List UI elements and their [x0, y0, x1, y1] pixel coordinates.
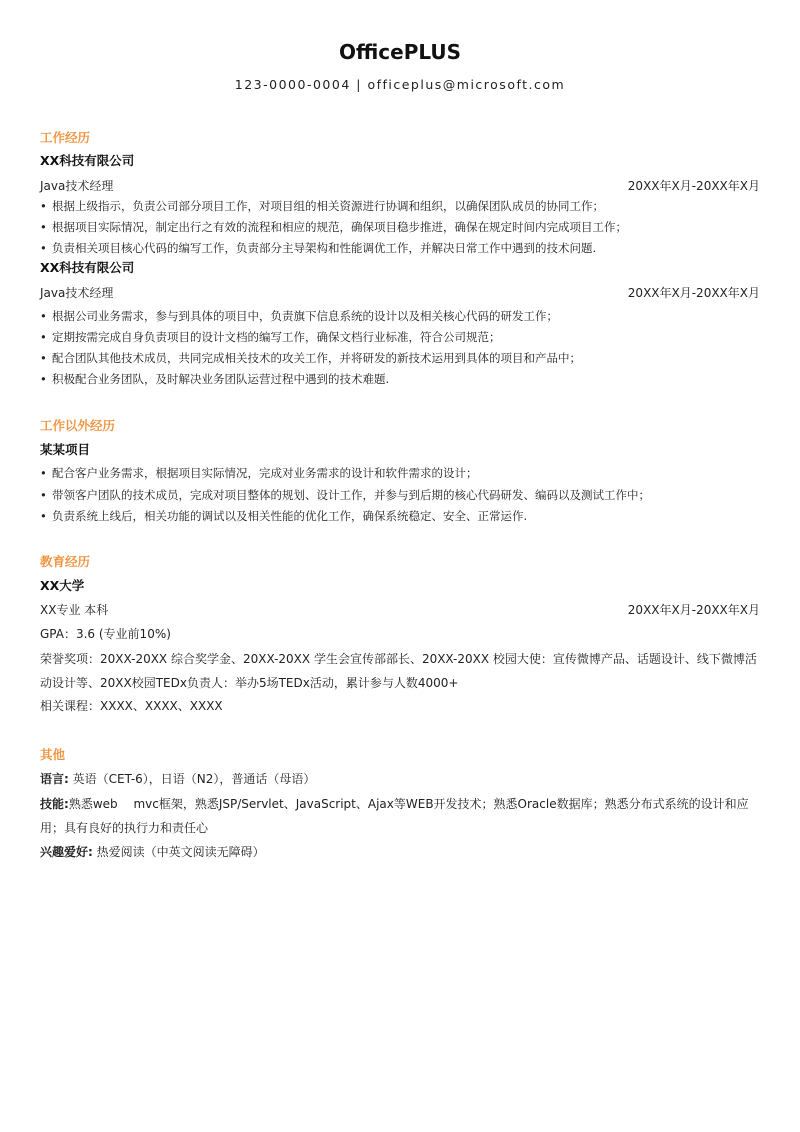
bullet-icon: • — [40, 220, 47, 234]
language-row — [40, 769, 760, 789]
honors: 荣誉奖项：20XX-20XX 综合奖学金、20XX-20XX 学生会宣传部部长、20XX-20XX 校园大使：宣传微博产品、话题设计、线下微博活动设计等、20XX校园TEDx负责人：举办5场TEDx活动，累计参与人数4000+ — [40, 652, 757, 690]
job-role: Java技术经理 — [40, 286, 114, 300]
section-title-work: 工作经历 — [40, 130, 91, 145]
bullet-icon: • — [40, 509, 47, 523]
bullet-icon: • — [40, 351, 47, 365]
bullet-icon: • — [40, 309, 47, 323]
education-date: 20XX年X月-20XX年X月 — [627, 603, 760, 617]
gpa: GPA：3.6 (专业前10%) — [40, 627, 171, 641]
skills-value: 熟悉web mvc框架，熟悉JSP/Servlet、JavaScript、Ajax等WEB开发技术；熟悉Oracle数据库；熟悉分布式系统的设计和应用；具有良好的执行力和责任心 — [40, 797, 749, 835]
list-item: • 根据项目实际情况，制定出行之有效的流程和相应的规范，确保项目稳步推进，确保在规定时间内完成项目工作； — [40, 217, 760, 237]
section-title-extra: 工作以外经历 — [40, 418, 116, 433]
language-value: 英语（CET-6），日语（N2），普通话（母语） — [72, 772, 316, 786]
list-item: • 根据公司业务需求，参与到具体的项目中，负责旗下信息系统的设计以及相关核心代码的研发工作； — [40, 306, 760, 326]
skills-row — [40, 792, 760, 840]
list-item: • 根据上级指示，负责公司部分项目工作，对项目组的相关资源进行协调和组织，以确保团队成员的协同工作； — [40, 196, 760, 216]
list-item: • 负责相关项目核心代码的编写工作，负责部分主导架构和性能调优工作，并解决日常工作中遇到的技术问题. — [40, 238, 760, 258]
bullet-icon: • — [40, 330, 47, 344]
list-item: • 配合团队其他技术成员，共同完成相关技术的攻关工作，并将研发的新技术运用到具体的项目和产品中； — [40, 348, 760, 368]
hobby-value: 热爱阅读（中英文阅读无障碍） — [96, 845, 265, 859]
school-name: XX大学 — [40, 578, 85, 593]
list-item: • 配合客户业务需求，根据项目实际情况，完成对业务需求的设计和软件需求的设计； — [40, 463, 760, 483]
list-item: • 带领客户团队的技术成员，完成对项目整体的规划、设计工作，并参与到后期的核心代码研发、编码以及测试工作中； — [40, 485, 760, 505]
job-date: 20XX年X月-20XX年X月 — [627, 286, 760, 300]
job-date: 20XX年X月-20XX年X月 — [627, 179, 760, 193]
candidate-name: OfficePLUS — [338, 40, 462, 64]
bullet-icon: • — [40, 372, 47, 386]
hobby-row — [40, 842, 760, 862]
company-name: XX科技有限公司 — [40, 260, 135, 275]
job-role: Java技术经理 — [40, 179, 114, 193]
contact-info: 123-0000-0004 | officeplus@microsoft.com — [234, 77, 566, 92]
list-item: • 定期按需完成自身负责项目的设计文档的编写工作，确保文档行业标准，符合公司规范； — [40, 327, 760, 347]
bullet-icon: • — [40, 488, 47, 502]
list-item: • 积极配合业务团队，及时解决业务团队运营过程中遇到的技术难题. — [40, 369, 760, 389]
company-name: XX科技有限公司 — [40, 153, 135, 168]
language-label: 语言: — [40, 772, 69, 786]
bullet-icon: • — [40, 199, 47, 213]
courses: 相关课程：XXXX、XXXX、XXXX — [40, 699, 223, 713]
major: XX专业 本科 — [40, 603, 109, 617]
section-title-education: 教育经历 — [40, 554, 91, 569]
section-title-other: 其他 — [40, 747, 66, 762]
project-name: 某某项目 — [40, 442, 91, 457]
bullet-icon: • — [40, 466, 47, 480]
hobby-label: 兴趣爱好: — [40, 845, 93, 859]
list-item: • 负责系统上线后，相关功能的调试以及相关性能的优化工作，确保系统稳定、安全、正常运作. — [40, 506, 760, 526]
bullet-icon: • — [40, 241, 47, 255]
skills-label: 技能: — [40, 797, 69, 811]
